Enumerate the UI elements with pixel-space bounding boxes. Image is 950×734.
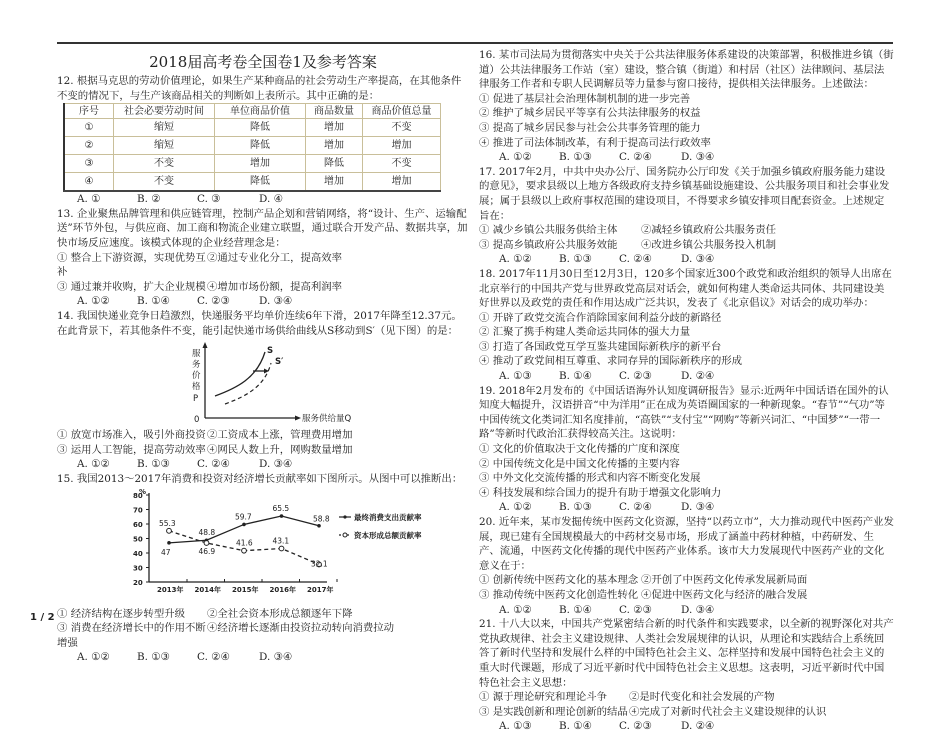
answer-a: A. ①② (499, 603, 532, 616)
answer-c: C. ②③ (619, 603, 652, 616)
option-2: ② 中国传统文化是中国文化传播的主要内容 (479, 457, 680, 470)
answer-a: A. ①② (77, 295, 110, 308)
q19-stem: 19. 2018年2月发布的《中国话语海外认知度调研报告》显示:近两年中国话语在国外的认知度大幅提升，汉语拼音“中为洋用”正在成为英语圈国家的一种新现象。“春节”“气功”等中国传统文化类词汇知名度排前，“高铁”“支付宝”“网购”等新兴词汇、“中国梦”“一带一路”等新时代政治汇获得较高关注。这说明： (479, 384, 889, 441)
option-4: ④促进中医药文化与经济的融合发展 (641, 588, 808, 601)
table-header-row (64, 104, 441, 119)
svg-text:服: 服 (192, 349, 201, 360)
answer-d: D. ③④ (259, 651, 293, 664)
q17-answers (479, 252, 894, 267)
data-label: 47 (161, 547, 171, 557)
answer-b: B. ①③ (137, 651, 170, 664)
q17-options-row2 (479, 238, 894, 253)
answer-a: A. ①③ (499, 370, 532, 383)
table-cell: 不变 (363, 119, 441, 137)
answer-c: C. ③ (197, 193, 221, 206)
table-header: 商品数量 (306, 104, 363, 119)
q18-stem: 18. 2017年11月30日至12月3日，120多个国家近300个政党和政治组织的领导人出席在北京举行的中国共产党与世界政党高层对话会，就如何构建人类命运共同体、共同建设美好世界以及政党的责任和作用达成广泛共识，发表了《北京倡议》对话会的成功举办： (479, 267, 892, 310)
answer-d: D. ④ (259, 193, 283, 206)
legend-entry: 最终消费支出贡献率 (354, 512, 422, 522)
answer-b: B. ①③ (559, 501, 592, 514)
q18-answers (479, 369, 894, 384)
option-1: ① 创新传统中医药文化的基本理念 (479, 574, 639, 587)
option-2: ②是时代变化和社会发展的产物 (629, 691, 775, 704)
q15-answers (57, 650, 469, 665)
svg-text:务: 务 (192, 360, 201, 371)
answer-a: A. ①② (499, 151, 532, 164)
option-2: ②减轻乡镇政府公共服务责任 (641, 224, 777, 237)
q14-options-row1 (57, 428, 469, 443)
table-cell: 降低 (215, 119, 306, 137)
answer-c: C. ②④ (619, 501, 652, 514)
table-cell: 不变 (114, 155, 215, 173)
table-header: 序号 (64, 104, 114, 119)
answer-d: D. ③④ (259, 295, 293, 308)
data-label: 59.7 (235, 511, 252, 521)
left-column (57, 48, 469, 665)
answer-c: C. ②③ (619, 370, 652, 383)
q19-answers (479, 500, 894, 515)
answer-b: B. ①③ (137, 458, 170, 471)
answer-c: C. ②④ (619, 253, 652, 266)
table-row (64, 155, 441, 173)
table-header: 社会必要劳动时间 (114, 104, 215, 119)
answer-d: D. ③④ (681, 501, 715, 514)
svg-text:价: 价 (192, 371, 201, 382)
table-cell: ③ (64, 155, 114, 173)
q20-options-row1 (479, 573, 894, 588)
answer-d: D. ③④ (259, 458, 293, 471)
data-label: 55.3 (159, 518, 176, 528)
y-tick-label: 30 (133, 564, 143, 572)
answer-d: D. ③④ (681, 151, 715, 164)
x-axis-label: 服务供给量Q (302, 414, 352, 425)
option-2: ② 维护了城乡居民平等享有公共法律服务的权益 (479, 107, 701, 120)
option-1: ① 文化的价值取决于文化传播的广度和深度 (479, 443, 680, 456)
q21-options-row2 (479, 705, 894, 720)
option-4: ④ 科技发展和综合国力的提升有助于增强文化影响力 (479, 486, 722, 499)
option-2: ②通过专业化分工，提高效率 (207, 251, 343, 264)
answer-b: B. ①④ (559, 603, 592, 616)
answer-a: A. ① (77, 193, 101, 206)
option-4: ④完成了对新时代社会主义建设规律的认识 (629, 705, 827, 718)
q16-stem: 16. 某市司法局为贯彻落实中央关于公共法律服务体系建设的决策部署，积极推进乡镇（街道）公共法律服务工作站（室）建设，整合镇（街道）和村居（社区）法律顾问、基层法律服务工作者和专职人民调解员等力量参与窗口接待，提供相关法律服务。上述做法： (479, 49, 894, 91)
option-4: ④经济增长逐渐由投资拉动转向消费拉动 (207, 622, 395, 635)
table-cell: 增加 (306, 119, 363, 137)
q14-answers (57, 457, 469, 472)
table-cell: 降低 (215, 173, 306, 192)
q12-stem: 12. 根据马克思的劳动价值理论，如果生产某种商品的社会劳动生产率提高，在其他条件不变的情况下，与生产该商品相关的判断如上表所示。其中正确的是： (57, 75, 462, 102)
answer-c: C. ②③ (619, 720, 652, 733)
right-column (479, 48, 894, 734)
option-3: ③ 推动传统中医药文化创造性转化 (479, 588, 639, 601)
q13-options-row2 (57, 280, 469, 295)
answer-c: C. ②④ (197, 458, 230, 471)
option-4: ④网民人数上升，网购数量增加 (207, 443, 353, 456)
answer-d: D. ③④ (681, 253, 715, 266)
option-1: ① 源于理论研究和理论斗争 (479, 691, 607, 704)
table-cell: 不变 (114, 173, 215, 192)
data-label: 65.5 (272, 503, 290, 513)
answer-b: B. ①④ (559, 720, 592, 733)
table-row (64, 119, 441, 137)
table-cell: ① (64, 119, 114, 137)
table-cell: 降低 (215, 137, 306, 155)
option-1: ① 开辟了政党交流合作消除国家间利益分歧的新路径 (479, 311, 722, 324)
table-cell: 缩短 (114, 119, 215, 137)
answer-c: C. ②④ (197, 651, 230, 664)
data-label: 58.8 (313, 514, 330, 524)
q14-supply-curve-figure (57, 338, 469, 428)
x-tick-label: 2016年 (269, 585, 296, 594)
header-rule (57, 42, 893, 44)
table-cell: ② (64, 137, 114, 155)
answer-b: B. ①④ (137, 295, 170, 308)
option-1: ① 放宽市场准入，吸引外商投资 (57, 429, 206, 442)
curve-s-label: S (267, 346, 274, 357)
option-4: ④ 推进了司法体制改革，有利于提高司法行政效率 (479, 136, 711, 149)
data-label: 43.1 (272, 536, 290, 546)
answer-b: B. ①③ (559, 151, 592, 164)
table-cell: 增加 (306, 137, 363, 155)
table-cell: 降低 (306, 155, 363, 173)
q15-options-row2 (57, 621, 469, 650)
option-3: ③ 打造了各国政党互学互鉴共建国际新秩序的新平台 (479, 340, 722, 353)
q17-stem: 17. 2017年2月，中共中央办公厅、国务院办公厅印发《关于加强乡镇政府服务能力建设的意见》，要求县级以上地方各级政府支持乡镇基础设施建设、公共服务项目和社会事业发展；属于县级以上政府事权范围的建设项目，不得要求乡镇安排项目配套资金。上述规定旨在： (479, 165, 890, 222)
y-tick-label: 20 (133, 578, 143, 587)
option-4: ④ 推动了政党间相互尊重、求同存异的国际新秩序的形成 (479, 355, 743, 368)
option-3: ③ 提高了城乡居民参与社会公共事务管理的能力 (479, 121, 701, 134)
q13-stem: 13. 企业聚焦品牌管理和供应链管理，控制产品企划和营销网络，将“设计、生产、运输配送”环节外包，与供应商、加工商和物流企业建立联盟，通过联合开发产品、数据共享，加快市场反应速度。该模式体现的企业经营理念是： (57, 207, 468, 249)
option-3: ③ 中外文化交流传播的形式和内容不断变化发展 (479, 472, 701, 485)
answer-a: A. ①② (499, 501, 532, 514)
q14-options-row2 (57, 443, 469, 458)
answer-c: C. ②④ (619, 151, 652, 164)
table-row (64, 137, 441, 155)
data-label: 41.6 (236, 538, 253, 548)
option-3: ③ 提高乡镇政府公共服务效能 (479, 238, 618, 251)
curve-s-prime-label: S′ (275, 357, 284, 368)
answer-a: A. ①③ (499, 720, 532, 733)
table-cell: 缩短 (114, 137, 215, 155)
table-cell: 增加 (363, 137, 441, 155)
q13-answers (57, 294, 469, 309)
option-3: ③ 通过兼并收购，扩大企业规模 (57, 280, 206, 293)
q13-options-row1 (57, 251, 469, 280)
q21-answers (479, 719, 894, 734)
page-indicator: 1 / 2 (30, 612, 55, 623)
y-tick-label: 70 (133, 506, 143, 514)
q20-stem: 20. 近年来，某市发掘传统中医药文化资源，坚持“以药立市”，大力推动现代中医药产业发展，现已建有全国规模最大的中药材交易市场，形成了涵盖中药材种植，中药研发、生产、流通，中医药文化传播的现代中医药产业体系。该市大力发展现代中医药产业的文化意义在于： (479, 516, 894, 572)
q14-stem: 14. 我国快递业竞争日趋激烈，快递服务平均单价连续6年下滑，2017年降至12.37元。在此背景下，若其他条件不变，能引起快递市场供给曲线从S移动到S′（见下图）的是： (57, 309, 462, 337)
q15-stem: 15. 我国2013～2017年消费和投资对经济增长贡献率如下图所示。从图中可以推断出： (57, 472, 463, 485)
answer-a: A. ①② (77, 651, 110, 664)
q21-options-row1 (479, 690, 894, 705)
q20-options-row2 (479, 588, 894, 603)
q21-stem: 21. 十八大以来，中国共产党紧密结合新的时代条件和实践要求，以全新的视野深化对共产党执政规律、社会主义建设规律、人类社会发展规律的认识，从理论和实践结合上系统回答了新时代坚持和发展什么样的中国特色社会主义、怎样坚持和发展中国特色社会主义的重大时代课题，形成了习近平新时代中国特色社会主义思想。这表明，习近平新时代中国特色社会主义思想： (479, 618, 894, 689)
y-tick-label: 60 (133, 520, 143, 529)
table-row (64, 173, 441, 192)
x-tick-label: 2015年 (232, 585, 259, 594)
q12-table (63, 103, 441, 192)
answer-d: D. ②④ (681, 370, 715, 383)
option-3: ③ 是实践创新和理论创新的结晶 (479, 705, 628, 718)
x-tick-label: 2014年 (194, 585, 221, 594)
q12-answers (57, 192, 469, 207)
option-1: ① 促进了基层社会治理体制机制的进一步完善 (479, 92, 691, 105)
document-title: 2018届高考卷全国卷1及参考答案 (149, 53, 377, 71)
table-cell: 增加 (363, 173, 441, 192)
data-label: 48.8 (198, 527, 216, 537)
q17-options-row1 (479, 223, 894, 238)
table-header: 单位商品价值 (215, 104, 306, 119)
option-2: ②开创了中医药文化传承发展新局面 (641, 574, 808, 587)
y-unit-label: % (139, 487, 147, 496)
q16-answers (479, 150, 894, 165)
legend-entry: 资本形成总额贡献率 (354, 530, 422, 540)
y-tick-label: 40 (133, 549, 143, 558)
answer-b: B. ①③ (559, 253, 592, 266)
option-3: ③ 消费在经济增长中的作用不断增强 (57, 622, 206, 649)
data-label: 32.1 (311, 558, 328, 568)
option-4: ④增加市场份额，提高利润率 (207, 280, 343, 293)
option-2: ②工资成本上涨，管理费用增加 (207, 429, 353, 442)
table-cell: 增加 (215, 155, 306, 173)
option-1: ① 经济结构在逐步转型升级 (57, 607, 185, 620)
table-cell: ④ (64, 173, 114, 192)
option-2: ② 汇聚了携手构建人类命运共同体的强大力量 (479, 326, 691, 339)
answer-a: A. ①② (77, 458, 110, 471)
x-tick-label: 2017年 (307, 585, 334, 594)
answer-b: B. ①④ (559, 370, 592, 383)
table-cell: 增加 (306, 173, 363, 192)
table-header: 商品价值总量 (363, 104, 441, 119)
option-1: ① 减少乡镇公共服务供给主体 (479, 224, 618, 237)
answer-d: D. ③④ (681, 603, 715, 616)
answer-c: C. ②③ (197, 295, 230, 308)
svg-text:格: 格 (192, 382, 201, 393)
answer-d: D. ②④ (681, 720, 715, 733)
option-2: ②全社会资本形成总额逐年下降 (207, 607, 353, 620)
option-3: ③ 运用人工智能，提高劳动效率 (57, 443, 206, 456)
y-axis-label: P (193, 394, 199, 405)
table-cell: 不变 (363, 155, 441, 173)
answer-a: A. ①② (499, 253, 532, 266)
option-1: ① 整合上下游资源，实现优势互补 (57, 251, 206, 279)
x-tick-label: 2013年 (157, 585, 184, 594)
option-4: ④改进乡镇公共服务投入机制 (641, 238, 777, 251)
origin-label: 0 (194, 415, 200, 426)
y-tick-label: 80 (133, 491, 143, 500)
q20-answers (479, 603, 894, 618)
data-label: 46.9 (198, 546, 216, 556)
answer-b: B. ② (137, 193, 161, 206)
q15-line-chart (57, 487, 469, 607)
y-tick-label: 50 (133, 535, 143, 543)
q15-options-row1 (57, 607, 469, 622)
